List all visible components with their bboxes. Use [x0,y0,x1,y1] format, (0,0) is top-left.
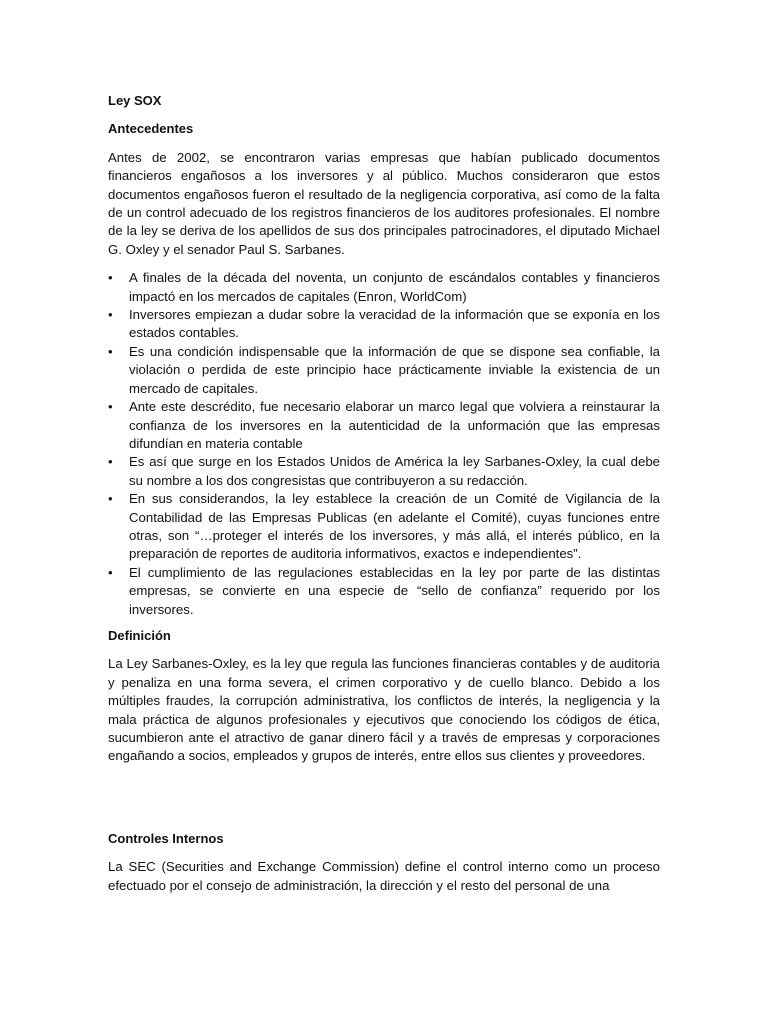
heading-antecedentes: Antecedentes [108,121,194,137]
bullet-text: Es una condición indispensable que la información de que se dispone sea confiable, la violación o perdida de este principio hace prácticamente inviable la existencia de un mercado de capitales. [129,343,660,396]
document-page [108,88,660,895]
bullet-item [108,490,660,564]
paragraph-definicion: La Ley Sarbanes-Oxley, es la ley que regula las funciones financieras contables y de auditoria y penaliza en una forma severa, el crimen corporativo y de cuello blanco. Debido a los múltiples fraudes, la corrupción administrativa, los conflictos de interés, la negligencia y la mala práctica de algunos profesionales y ejecutivos que conociendo los códigos de ética, sucumbieron ante el atractivo de ganar dinero fácil y a través de empresas y corporaciones engañando a socios, empleados y grupos de interés, entre ellos sus clientes y proveedores. [108,656,660,764]
bullet-item [108,564,660,619]
bullet-list-antecedentes [108,269,660,619]
bullet-item [108,343,660,398]
bullet-text: En sus considerandos, la ley establece la creación de un Comité de Vigilancia de la Contabilidad de las Empresas Publicas (en adelante el Comité), cuyas funciones entre otras, son “…proteger el interés de los inversores, y más allá, el interés público, en la preparación de reportes de auditoria informativos, exactos e independientes”. [129,491,660,562]
heading-definicion: Definición [108,627,171,643]
bullet-text: El cumplimiento de las regulaciones establecidas en la ley por parte de las distintas empresas, se convierte en una especie de “sello de confianza” requerido por los inversores. [129,564,660,617]
heading-controles-internos: Controles Internos [108,830,224,846]
bullet-icon: • [108,343,113,359]
bullet-item [108,269,660,306]
bullet-item [108,306,660,343]
bullet-icon: • [108,454,113,470]
paragraph-antecedentes: Antes de 2002, se encontraron varias empresas que habían publicado documentos financieros engañosos a los inversores y al público. Muchos consideraron que estos documentos engañosos fueron el resultado de la negligencia corporativa, así como de la falta de un control adecuado de los registros financieros de los auditores profesionales. El nombre de la ley se deriva de los apellidos de sus dos principales patrocinadores, el diputado Michael G. Oxley y el senador Paul S. Sarbanes. [108,149,660,257]
bullet-icon: • [108,307,113,323]
bullet-item [108,398,660,453]
bullet-text: Ante este descrédito, fue necesario elaborar un marco legal que volviera a reinstaurar la confianza de los inversores en la autenticidad de la unformación que las empresas difundían en materia contable [129,399,660,451]
bullet-icon: • [108,270,113,286]
bullet-icon: • [108,399,113,415]
bullet-text: Es así que surge en los Estados Unidos de América la ley Sarbanes-Oxley, la cual debe su nombre a los dos congresistas que contribuyeron a su redacción. [129,454,660,488]
bullet-text: A finales de la década del noventa, un conjunto de escándalos contables y financieros impactó en los mercados de capitales (Enron, WorldCom) [129,270,660,304]
bullet-icon: • [108,564,113,580]
bullet-icon: • [108,491,113,507]
bullet-item [108,453,660,490]
document-title: Ley SOX [108,93,162,108]
bullet-text: Inversores empiezan a dudar sobre la veracidad de la información que se exponía en los estados contables. [129,307,660,341]
paragraph-controles-internos: La SEC (Securities and Exchange Commission) define el control interno como un proceso efectuado por el consejo de administración, la dirección y el resto del personal de una [108,859,660,893]
